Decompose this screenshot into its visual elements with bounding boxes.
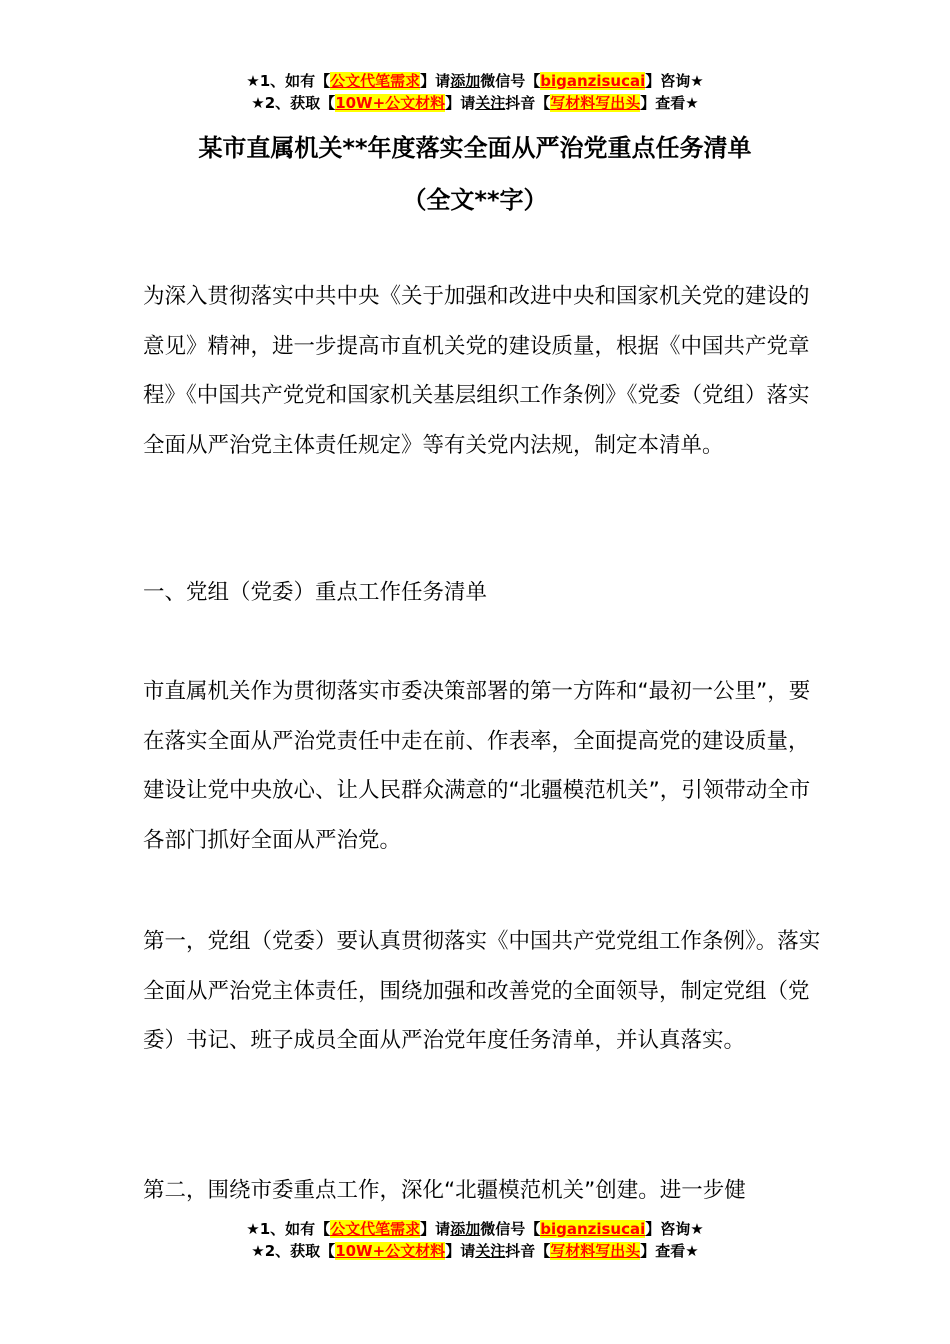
- promo-text: ★2、获取【: [251, 1242, 336, 1260]
- emphasis-text: 添加: [450, 1220, 481, 1238]
- document-title: 某市直属机关**年度落实全面从严治党重点任务清单: [198, 134, 752, 162]
- emphasis-text: 添加: [450, 72, 481, 90]
- promo-text: 】查看★: [640, 94, 699, 112]
- promo-text: 】咨询★: [645, 1220, 704, 1238]
- douyin-id: 写材料写出头: [550, 94, 641, 112]
- emphasis-text: 关注: [475, 1242, 506, 1260]
- highlight-text: 10W+公文材料: [335, 1242, 446, 1260]
- top-promo-banner: [0, 70, 950, 114]
- bottom-promo-banner: [0, 1218, 950, 1262]
- promo-text: 】请: [420, 72, 451, 90]
- document-subtitle: （全文**字）: [402, 186, 548, 214]
- promo-text: 】查看★: [640, 1242, 699, 1260]
- promo-line-1: [0, 1218, 950, 1240]
- douyin-id: 写材料写出头: [550, 1242, 641, 1260]
- promo-text: 】请: [420, 1220, 451, 1238]
- highlight-text: 10W+公文材料: [335, 94, 446, 112]
- promo-text: 抖音【: [505, 1242, 551, 1260]
- paragraph-overview: 市直属机关作为贯彻落实市委决策部署的第一方阵和“最初一公里”，要在落实全面从严治党责任中走在前、作表率，全面提高党的建设质量，建设让党中央放心、让人民群众满意的“北疆模范机关”，引领带动全市各部门抓好全面从严治党。: [143, 679, 811, 853]
- promo-text: ★2、获取【: [251, 94, 336, 112]
- promo-text: ★1、如有【: [246, 1220, 331, 1238]
- highlight-text: 公文代笔需求: [330, 72, 421, 90]
- wechat-id: biganzisucai: [540, 72, 646, 90]
- promo-text: 】请: [445, 94, 476, 112]
- wechat-id: biganzisucai: [540, 1220, 646, 1238]
- emphasis-text: 关注: [475, 94, 506, 112]
- promo-line-1: [0, 70, 950, 92]
- promo-text: 抖音【: [505, 94, 551, 112]
- promo-text: ★1、如有【: [246, 72, 331, 90]
- paragraph-intro: 为深入贯彻落实中共中央《关于加强和改进中央和国家机关党的建设的意见》精神，进一步提高市直机关党的建设质量，根据《中国共产党章程》《中国共产党党和国家机关基层组织工作条例》《党委（党组）落实全面从严治党主体责任规定》等有关党内法规，制定本清单。: [143, 284, 810, 458]
- promo-line-2: [0, 1240, 950, 1262]
- promo-line-2: [0, 92, 950, 114]
- paragraph-first-task: 第一，党组（党委）要认真贯彻落实《中国共产党党组工作条例》。落实全面从严治党主体责任，围绕加强和改善党的全面领导，制定党组（党委）书记、班子成员全面从严治党年度任务清单，并认真落实。: [143, 929, 821, 1053]
- highlight-text: 公文代笔需求: [330, 1220, 421, 1238]
- section-heading: 一、党组（党委）重点工作任务清单: [143, 580, 488, 605]
- promo-text: 】请: [445, 1242, 476, 1260]
- promo-text: 微信号【: [480, 72, 541, 90]
- promo-text: 微信号【: [480, 1220, 541, 1238]
- promo-text: 】咨询★: [645, 72, 704, 90]
- paragraph-second-task: 第二，围绕市委重点工作，深化“北疆模范机关”创建。进一步健: [143, 1178, 746, 1203]
